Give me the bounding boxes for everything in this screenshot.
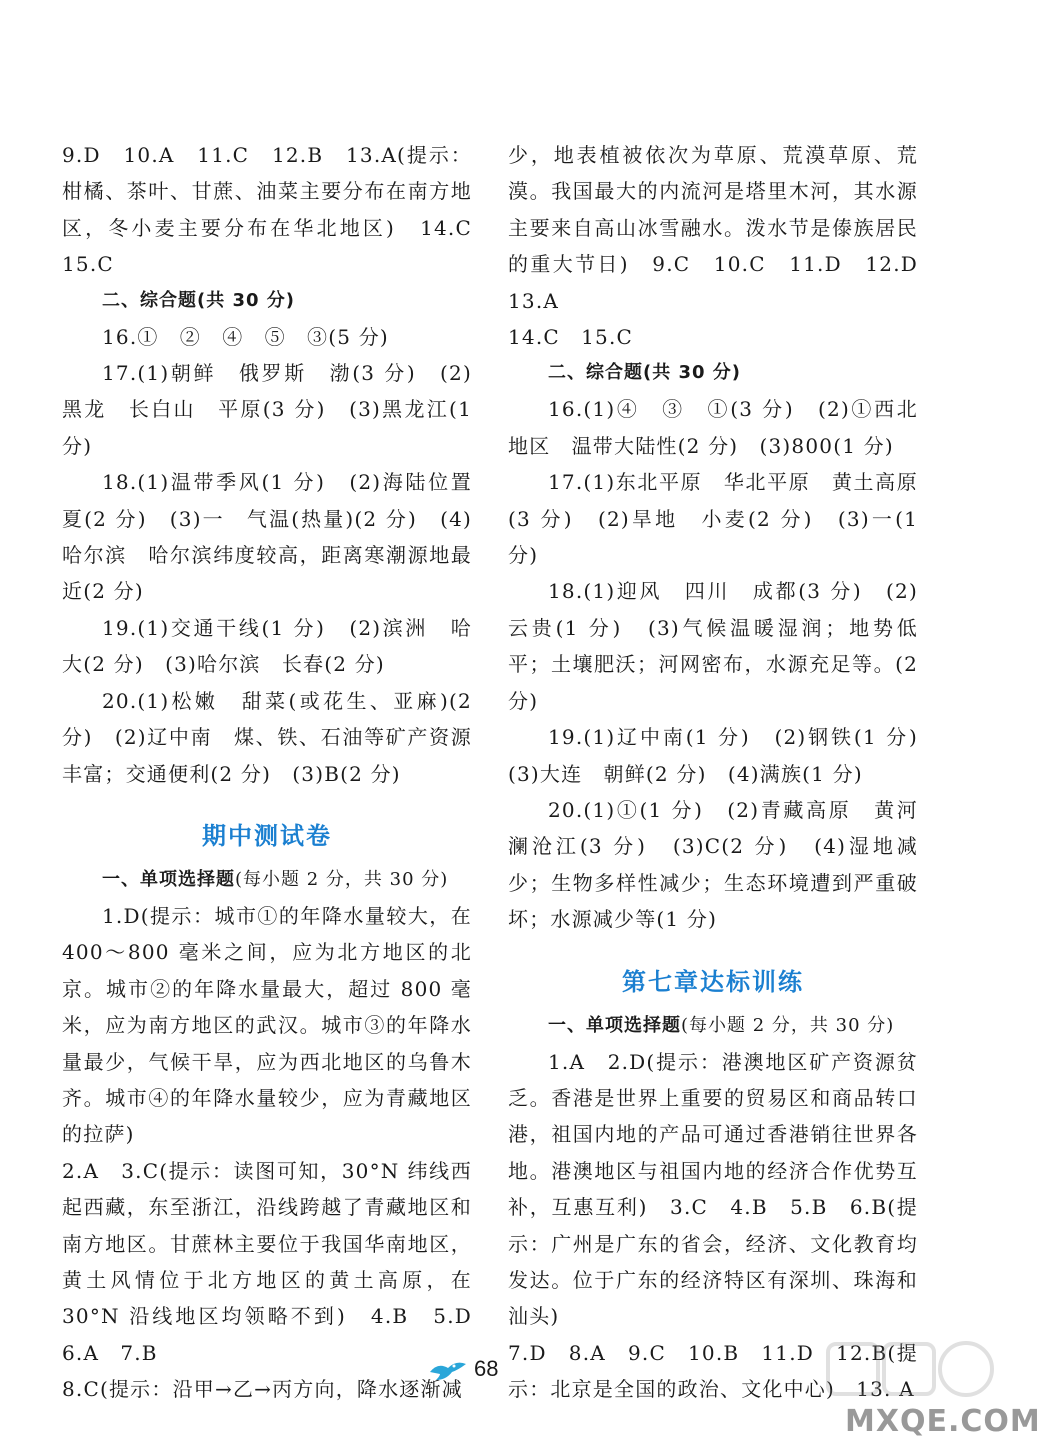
answer-17: 17.(1)东北平原 华北平原 黄土高原(3 分) (2)旱地 小麦(2 分) (3)一(1 分) bbox=[508, 470, 918, 568]
page-number: 68 bbox=[474, 1356, 499, 1381]
answer-8: 8.C(提示：沿甲→乙→丙方向，降水逐渐减 bbox=[62, 1377, 463, 1402]
answer-16: 16.(1)④ ③ ①(3 分) (2)①西北地区 温带大陆性(2 分) (3)800(1 分) bbox=[508, 397, 918, 458]
section-heading-comprehensive: 二、综合题(共 30 分) bbox=[548, 362, 742, 384]
answer-17: 17.(1)朝鲜 俄罗斯 渤(3 分) (2)黑龙 长白山 平原(3 分) (3)黑龙江(1 分) bbox=[62, 361, 472, 458]
answer-19: 19.(1)交通干线(1 分) (2)滨洲 哈大(2 分) (3)哈尔滨 长春(2 分) bbox=[62, 615, 472, 677]
bird-logo-icon bbox=[428, 1358, 468, 1384]
watermark-url: MXQE.COM bbox=[845, 1404, 1041, 1439]
answer-2-7: 2.A 3.C(提示：读图可知，30°N 纬线西起西藏，东至浙江，沿线跨越了青藏地区和南方地区。甘蔗林主要位于我国华南地区，黄土风情位于北方地区的黄土高原，在 30°N 沿线地区均领略不到) 4.B 5.D 6.A 7.B bbox=[62, 1158, 494, 1365]
section-title-midterm: 期中测试卷 bbox=[202, 821, 332, 850]
answer-9-15: 9.D 10.A 11.C 12.B 13.A(提示：柑橘、茶叶、甘蔗、油菜主要分布在南方地区，冬小麦主要分布在华北地区) 14.C 15.C bbox=[62, 143, 494, 277]
section-heading-single-choice: 一、单项选择题(每小题 2 分，共 30 分) bbox=[102, 868, 449, 890]
answer-20: 20.(1)①(1 分) (2)青藏高原 黄河 澜沧江(3 分) (3)C(2 分) (4)湿地减少；生物多样性减少；生态环境遭到严重破坏；水源减少等(1 分) bbox=[508, 797, 940, 932]
answer-1-6: 1.A 2.D(提示：港澳地区矿产资源贫乏。香港是世界上重要的贸易区和商品转口港，祖国内地的产品可通过香港销往世界各地。港澳地区与祖国内地的经济合作优势互补，互惠互利) 3.C 4.B 5.B 6.B(提示：广州是广东的省会，经济、文化教育均发达。位于广东的经济特区有深圳、珠海和汕头) bbox=[508, 1049, 918, 1329]
answer-8-continued: 少，地表植被依次为草原、荒漠草原、荒漠。我国最大的内流河是塔里木河，其水源主要来自高山冰雪融水。泼水节是傣族居民的重大节日) 9.C 10.C 11.D 12.D 13.A bbox=[508, 143, 940, 313]
section-heading-comprehensive: 二、综合题(共 30 分) bbox=[102, 289, 296, 311]
answer-7-13: 7.D 8.A 9.C 10.B 11.D 12.B(提示：北京是全国的政治、文化中心) 13. A bbox=[508, 1340, 918, 1402]
section-heading-single-choice: 一、单项选择题(每小题 2 分，共 30 分) bbox=[548, 1014, 895, 1036]
answer-20: 20.(1)松嫩 甜菜(或花生、亚麻)(2 分) (2)辽中南 煤、铁、石油等矿产资源丰富；交通便利(2 分) (3)B(2 分) bbox=[62, 688, 472, 786]
section-title-chapter7: 第七章达标训练 bbox=[622, 967, 804, 996]
answer-1: 1.D(提示：城市①的年降水量较大，在400～800 毫米之间，应为北方地区的北京。城市②的年降水量最大，超过 800 毫米，应为南方地区的武汉。城市③的年降水量最少，气候干旱，应为西北地区的乌鲁木齐。城市④的年降水量较少，应为青藏地区的拉萨) bbox=[62, 903, 472, 1147]
answer-19: 19.(1)辽中南(1 分) (2)钢铁(1 分) (3)大连 朝鲜(2 分) (4)满族(1 分) bbox=[508, 725, 940, 786]
right-column bbox=[508, 137, 940, 1408]
answer-14-15: 14.C 15.C bbox=[508, 325, 634, 350]
answer-18: 18.(1)迎风 四川 成都(3 分) (2)云贵(1 分) (3)气候温暖湿润；地势低平；土壤肥沃；河网密布，水源充足等。(2 分) bbox=[508, 579, 918, 713]
answer-16: 16.① ② ④ ⑤ ③(5 分) bbox=[102, 324, 389, 349]
answer-18: 18.(1)温带季风(1 分) (2)海陆位置 夏(2 分) (3)一 气温(热量)(2 分) (4)哈尔滨 哈尔滨纬度较高，距离寒潮源地最近(2 分) bbox=[62, 470, 494, 604]
